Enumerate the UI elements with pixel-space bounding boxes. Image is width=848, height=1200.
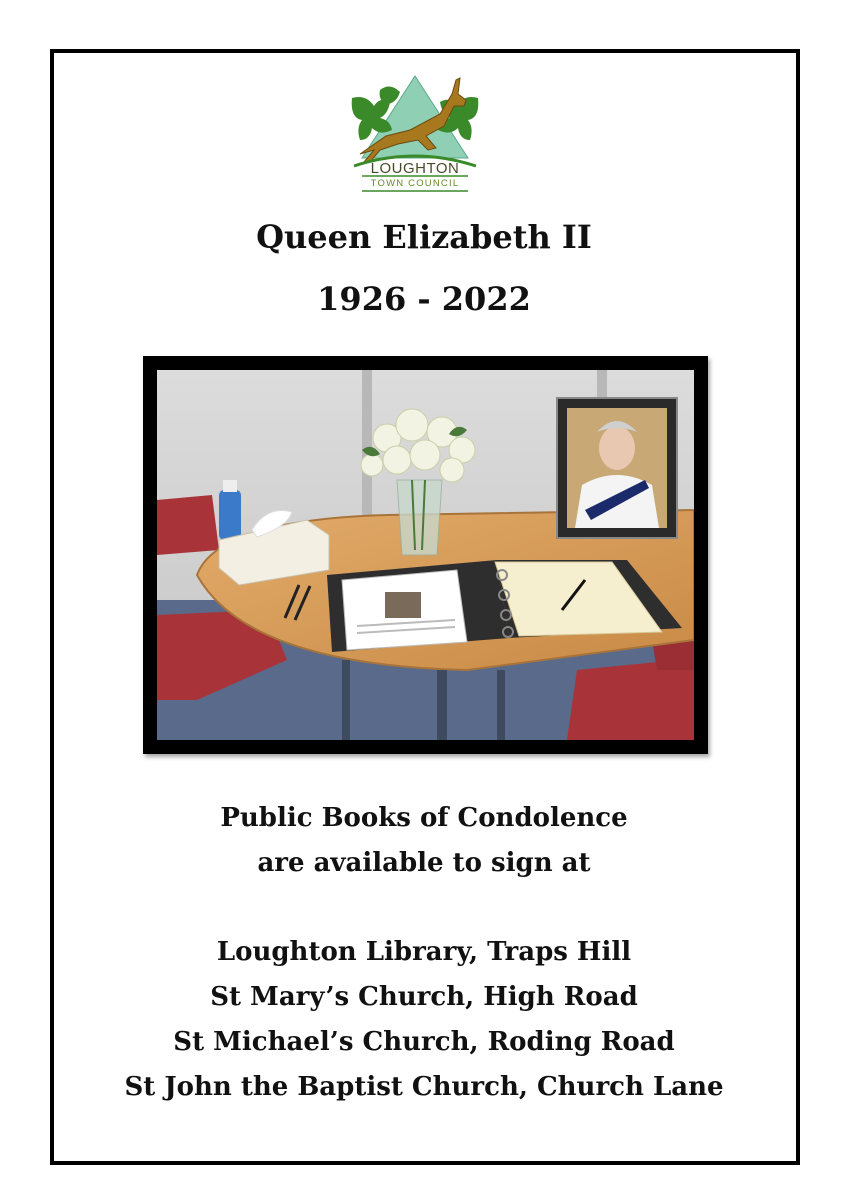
page-years: 1926 - 2022 xyxy=(317,280,531,318)
location-item: Loughton Library, Traps Hill xyxy=(216,937,632,967)
logo-wordmark: LOUGHTON xyxy=(370,160,460,177)
location-item: St Mary’s Church, High Road xyxy=(210,982,638,1012)
condolence-table-photo xyxy=(157,370,694,740)
location-list xyxy=(0,930,848,1110)
notice-line-1: Public Books of Condolence xyxy=(220,803,628,833)
logo-subtitle: TOWN COUNCIL xyxy=(370,178,460,189)
page-title: Queen Elizabeth II xyxy=(256,218,592,256)
location-item: St Michael’s Church, Roding Road xyxy=(173,1027,675,1057)
condolence-notice xyxy=(0,796,848,886)
notice-line-2: are available to sign at xyxy=(257,848,591,878)
location-item: St John the Baptist Church, Church Lane xyxy=(124,1072,724,1102)
